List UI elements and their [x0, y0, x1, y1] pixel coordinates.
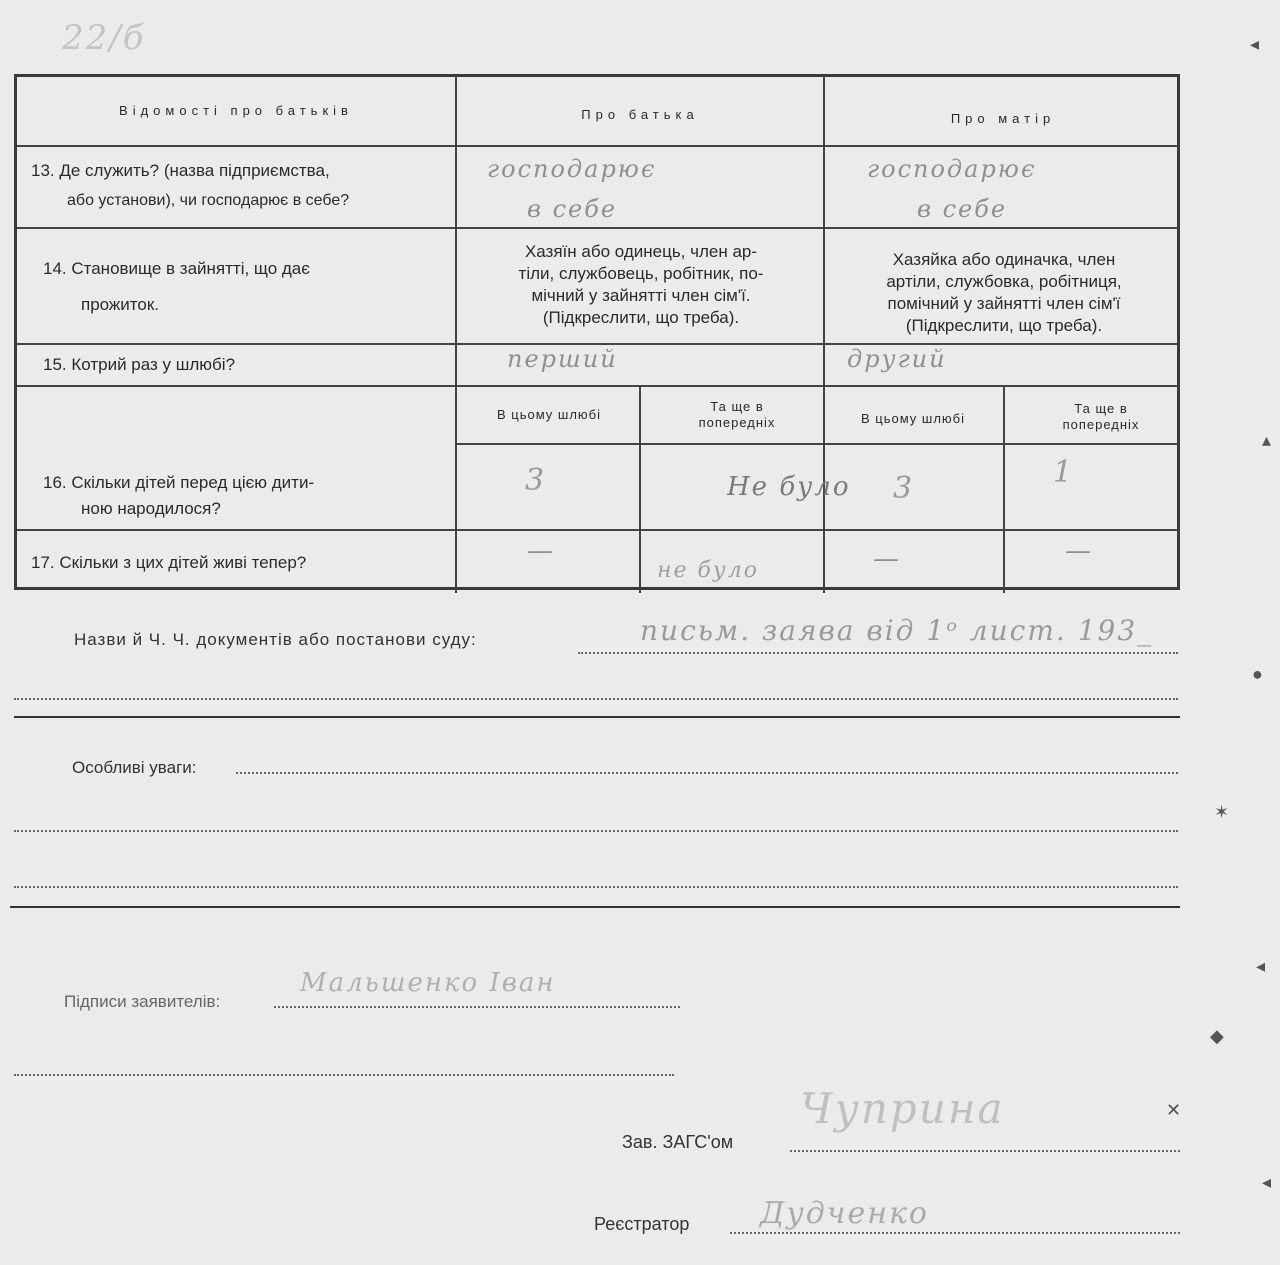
parents-info-table	[14, 74, 1180, 590]
row13-mother-value: в себе	[917, 195, 1008, 223]
row16-subheader: Та ще в попередніх	[1062, 401, 1140, 432]
row16-subheader: Та ще в попередніх	[698, 399, 776, 430]
row14-father-line: тіли, службовець, робітник, по-	[518, 264, 764, 283]
row16-label: 16. Скільки дітей перед цією дити-	[43, 473, 315, 492]
row16-label: ною народилося?	[81, 499, 221, 518]
binding-hole-mark: ✶	[1214, 802, 1230, 822]
table-col-divider	[455, 77, 457, 593]
row17-value: не було	[657, 558, 759, 583]
row14-label: прожиток.	[81, 295, 160, 314]
applicants-signature-line	[274, 1006, 680, 1008]
binding-hole-mark: ◂	[1256, 956, 1266, 976]
documents-value: письм. заява від 1ᵒ лист. 193_	[640, 614, 1154, 647]
binding-hole-mark: ◂	[1262, 1172, 1272, 1192]
row14-father-line: мічний у зайнятті член сім'ї.	[531, 286, 751, 305]
documents-line	[578, 652, 1178, 654]
applicants-signature-line-2	[14, 1074, 674, 1076]
binding-hole-mark: ✕	[1166, 1100, 1182, 1120]
row17-value: —	[873, 544, 901, 574]
binding-hole-mark: ▴	[1262, 430, 1272, 450]
row14-father-line: Хазяїн або одинець, член ар-	[524, 242, 758, 261]
row16-value: 3	[893, 471, 915, 506]
row17-value: —	[1065, 536, 1093, 566]
row13-father-value: господарює	[487, 155, 657, 183]
documents-label: Назви й Ч. Ч. документів або постанови суду:	[74, 630, 477, 649]
notes-line	[14, 886, 1178, 888]
row14-father-line: (Підкреслити, що треба).	[542, 308, 740, 327]
row15-mother-value: другий	[847, 345, 947, 373]
notes-line	[236, 772, 1178, 774]
row16-subheader: В цьому шлюбі	[860, 411, 966, 426]
row13-father-value: в себе	[527, 195, 618, 223]
row17-label: 17. Скільки з цих дітей живі тепер?	[31, 553, 307, 572]
binding-hole-mark: ◂	[1250, 34, 1260, 54]
row15-label: 15. Котрий раз у шлюбі?	[43, 355, 236, 374]
binding-hole-mark: ●	[1252, 664, 1263, 684]
row14-mother-line: Хазяйка або одиначка, член	[892, 250, 1116, 269]
header-parents-info: Відомості про батьків	[119, 103, 353, 118]
documents-line-2	[14, 698, 1178, 700]
table-divider	[17, 145, 1177, 147]
table-divider	[457, 443, 1177, 445]
handwritten-page-number: 22/б	[62, 18, 146, 58]
registrar-label: Реєстратор	[594, 1214, 690, 1234]
section-divider	[10, 906, 1180, 908]
applicants-signature: Мальшенко Іван	[300, 968, 556, 998]
head-zags-label: Зав. ЗАГС'ом	[622, 1132, 734, 1152]
row17-value: —	[527, 536, 555, 566]
row14-mother-line: помічний у зайнятті член сім'ї	[887, 294, 1121, 313]
table-col-divider	[823, 77, 825, 593]
registrar-line	[730, 1232, 1180, 1234]
notes-line	[14, 830, 1178, 832]
table-col-divider	[639, 385, 641, 593]
row14-father-options	[463, 241, 819, 329]
row14-mother-options	[829, 249, 1179, 337]
row14-mother-line: (Підкреслити, що треба).	[905, 316, 1103, 335]
section-divider	[14, 716, 1180, 718]
applicants-signature-label: Підписи заявителів:	[64, 992, 221, 1011]
row14-label: 14. Становище в зайнятті, що дає	[43, 259, 310, 278]
table-divider	[17, 227, 1177, 229]
header-mother: Про матір	[950, 111, 1056, 126]
row13-label: або установи), чи господарює в себе?	[67, 192, 350, 209]
row15-father-value: перший	[507, 345, 618, 373]
row14-mother-line: артіли, службовка, робітниця,	[886, 272, 1122, 291]
head-zags-signature: Чуприна	[800, 1084, 1005, 1133]
row13-mother-value: господарює	[867, 155, 1037, 183]
header-father: Про батька	[581, 107, 699, 122]
head-zags-line	[790, 1150, 1180, 1152]
row16-value: 3	[525, 463, 547, 498]
row16-value: Не було	[727, 472, 851, 502]
binding-hole-mark: ◆	[1210, 1026, 1224, 1046]
notes-label: Особливі уваги:	[72, 758, 197, 777]
row16-subheader: В цьому шлюбі	[496, 407, 602, 422]
registrar-signature: Дудченко	[760, 1196, 929, 1231]
row13-label: 13. Де служить? (назва підприємства,	[31, 161, 330, 180]
row16-value: 1	[1053, 455, 1075, 490]
table-col-divider	[1003, 385, 1005, 593]
